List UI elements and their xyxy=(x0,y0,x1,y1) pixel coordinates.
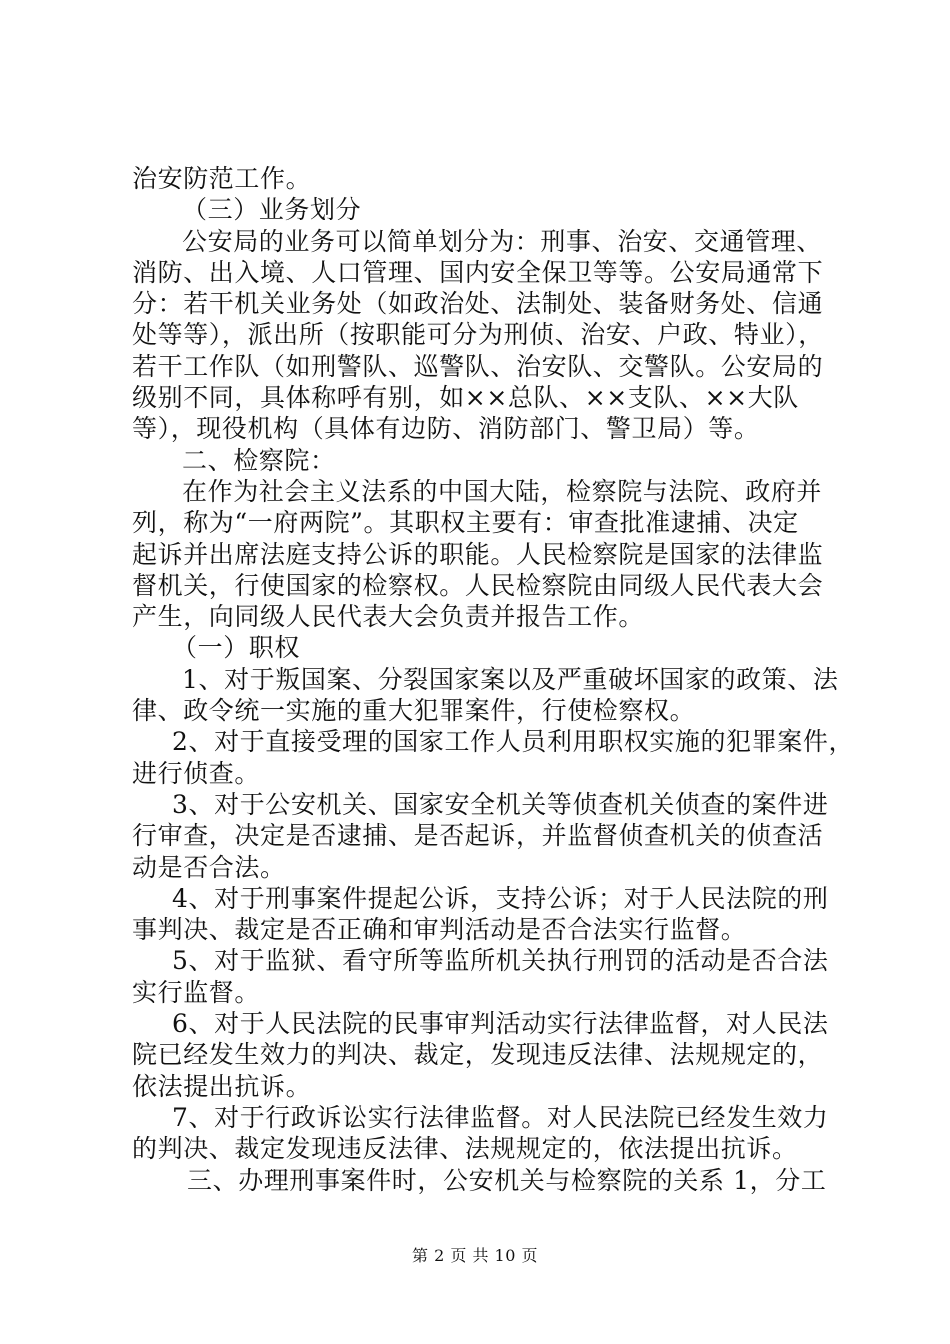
body-line: 治安防范工作。 xyxy=(132,164,312,193)
body-line: 级别不同，具体称呼有别，如××总队、××支队、××大队 xyxy=(132,383,799,413)
body-line: 动是否合法。 xyxy=(132,852,286,882)
body-line: 若干工作队（如刑警队、巡警队、治安队、交警队。公安局的 xyxy=(132,351,824,381)
list-item: 6、对于人民法院的民事审判活动实行法律监督，对人民法 xyxy=(172,1009,829,1039)
list-item: 5、对于监狱、看守所等监所机关执行刑罚的活动是否合法 xyxy=(172,946,829,976)
body-line: 分：若干机关业务处（如政治处、法制处、装备财务处、信通 xyxy=(132,289,824,319)
list-item: 3、对于公安机关、国家安全机关等侦查机关侦查的案件进 xyxy=(172,789,829,819)
section-heading: 二、检察院： xyxy=(182,445,336,475)
body-line: 院已经发生效力的判决、裁定，发现违反法律、法规规定的， xyxy=(132,1040,824,1070)
body-line: 处等等），派出所（按职能可分为刑侦、治安、户政、特业）， xyxy=(132,320,824,350)
body-line: 产生，向同级人民代表大会负责并报告工作。 xyxy=(132,602,645,632)
body-line: 在作为社会主义法系的中国大陆，检察院与法院、政府并 xyxy=(182,476,823,506)
body-line: 依法提出抗诉。 xyxy=(132,1071,312,1101)
list-item: 1、对于叛国案、分裂国家案以及严重破坏国家的政策、法 xyxy=(182,664,839,694)
body-line: 等），现役机构（具体有边防、消防部门、警卫局）等。 xyxy=(132,414,760,444)
page-number-footer: 第 2 页 共 10 页 xyxy=(412,1246,538,1265)
body-line: 行审查，决定是否逮捕、是否起诉，并监督侦查机关的侦查活 xyxy=(132,821,824,851)
document-body xyxy=(132,163,855,1196)
body-line: 消防、出入境、人口管理、国内安全保卫等等。公安局通常下 xyxy=(132,257,824,287)
list-item: 7、对于行政诉讼实行法律监督。对人民法院已经发生效力 xyxy=(172,1102,829,1132)
body-line: 律、政令统一实施的重大犯罪案件，行使检察权。 xyxy=(132,696,696,726)
section-heading: 三、办理刑事案件时，公安机关与检察院的关系 1，分工 xyxy=(187,1165,827,1195)
body-line: 列，称为“一府两院”。其职权主要有：审查批准逮捕、决定 xyxy=(132,508,799,538)
body-line: 督机关，行使国家的检察权。人民检察院由同级人民代表大会 xyxy=(132,570,824,600)
list-item: 4、对于刑事案件提起公诉，支持公诉；对于人民法院的刑 xyxy=(172,883,829,913)
body-line: 实行监督。 xyxy=(132,977,261,1007)
list-item: 2、对于直接受理的国家工作人员利用职权实施的犯罪案件， xyxy=(172,727,855,757)
section-heading: （三）业务划分 xyxy=(182,195,362,225)
section-heading: （一）职权 xyxy=(172,633,301,663)
body-line: 的判决、裁定发现违反法律、法规规定的，依法提出抗诉。 xyxy=(132,1134,798,1164)
body-line: 事判决、裁定是否正确和审判活动是否合法实行监督。 xyxy=(132,915,747,945)
body-line: 起诉并出席法庭支持公诉的职能。人民检察院是国家的法律监 xyxy=(132,539,824,569)
body-line: 公安局的业务可以简单划分为：刑事、治安、交通管理、 xyxy=(182,226,823,256)
body-line: 进行侦查。 xyxy=(132,758,261,788)
